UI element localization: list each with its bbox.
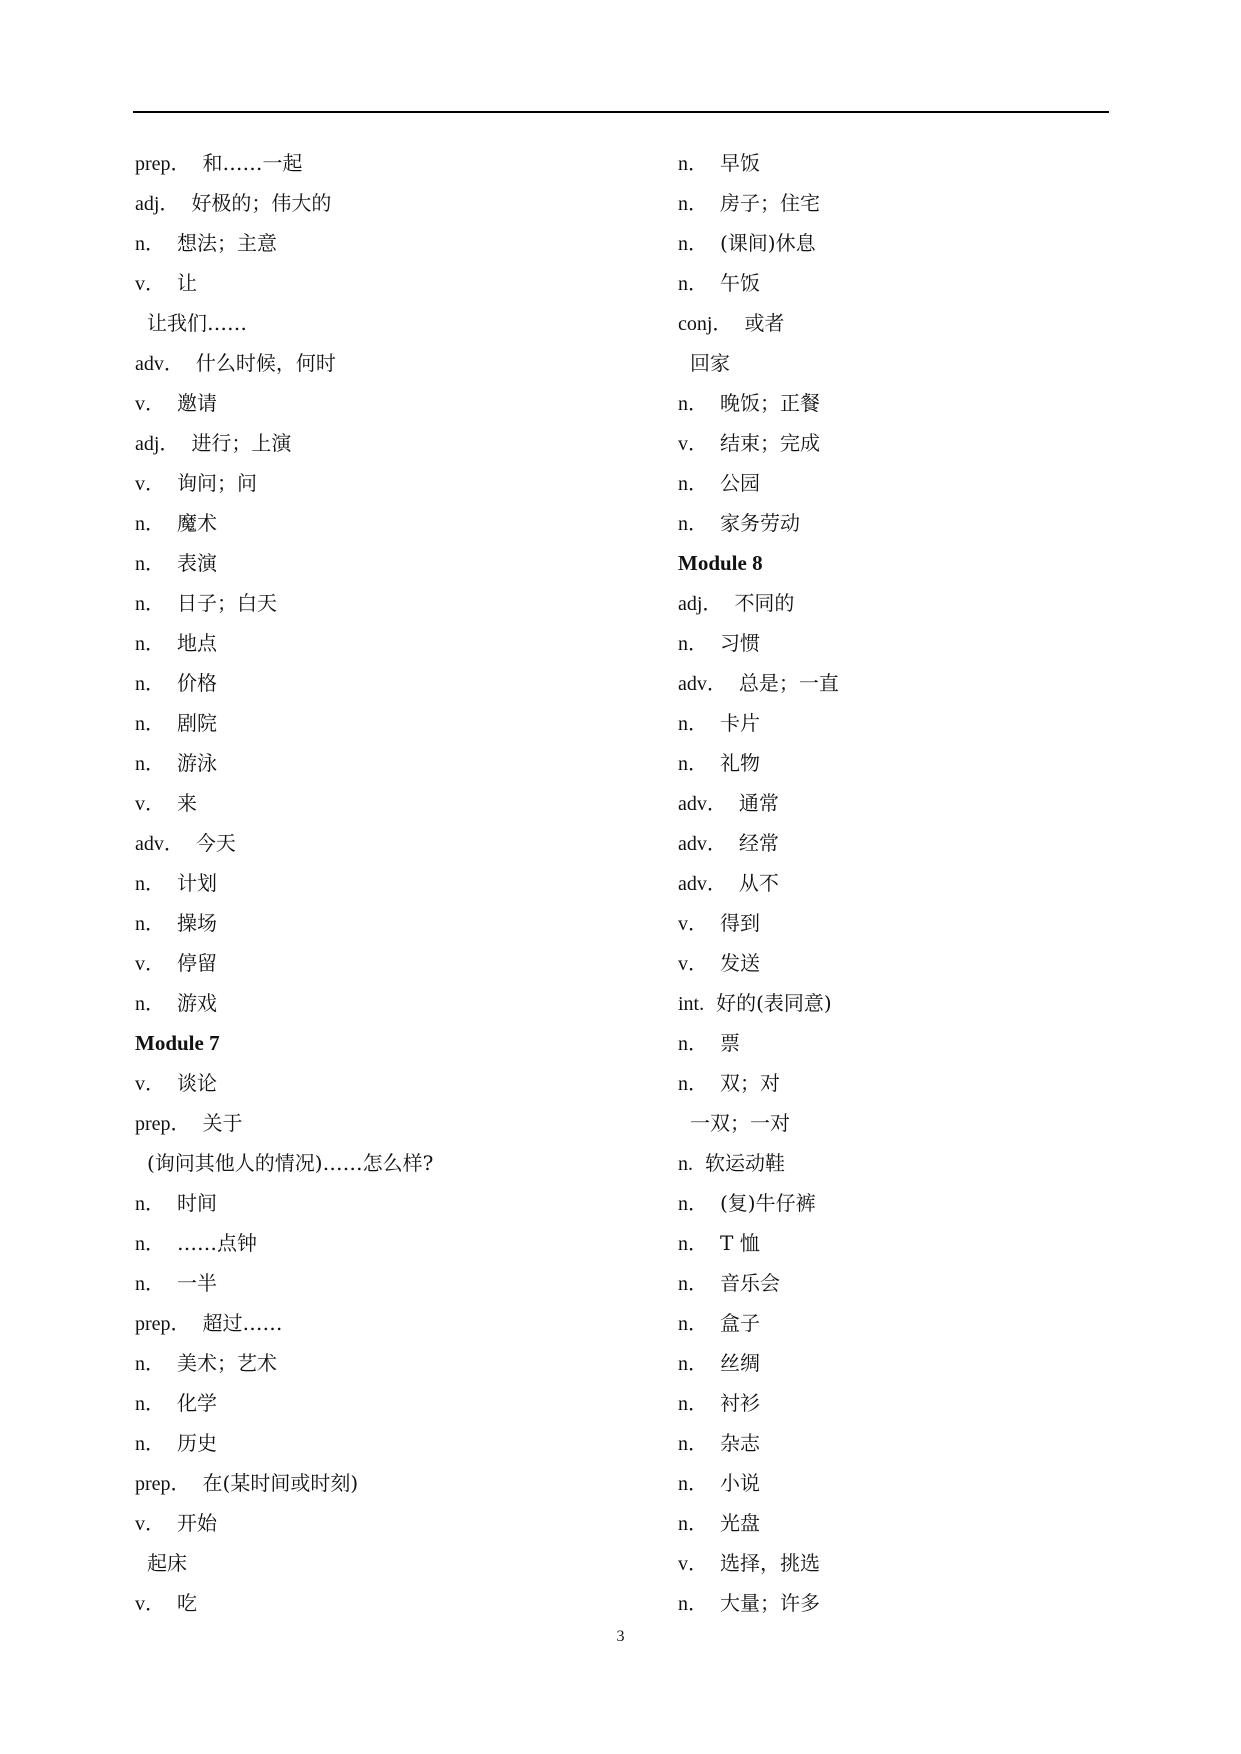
vocab-entry bbox=[135, 1383, 655, 1423]
part-of-speech: n． bbox=[135, 1193, 165, 1215]
part-of-speech: n． bbox=[135, 873, 165, 895]
meaning: 盒子 bbox=[720, 1311, 760, 1335]
meaning: 光盘 bbox=[720, 1511, 760, 1535]
part-of-speech: v． bbox=[678, 1553, 708, 1575]
meaning: (询问其他人的情况)……怎么样? bbox=[147, 1151, 434, 1175]
part-of-speech: v． bbox=[135, 473, 165, 495]
part-of-speech: n． bbox=[678, 273, 708, 295]
meaning: 卡片 bbox=[720, 711, 760, 735]
vocab-entry bbox=[678, 663, 1198, 703]
vocab-entry bbox=[678, 1263, 1198, 1303]
vocab-entry bbox=[678, 463, 1198, 503]
meaning: 或者 bbox=[744, 311, 785, 335]
meaning: 日子；白天 bbox=[177, 591, 277, 615]
vocab-entry bbox=[678, 1063, 1198, 1103]
part-of-speech: v． bbox=[135, 793, 165, 815]
part-of-speech: n． bbox=[135, 1393, 165, 1415]
vocab-entry bbox=[135, 863, 655, 903]
vocab-entry bbox=[678, 783, 1198, 823]
meaning: 谈论 bbox=[177, 1071, 217, 1095]
meaning: 通常 bbox=[738, 791, 779, 815]
meaning: 历史 bbox=[177, 1431, 217, 1455]
meaning: 起床 bbox=[147, 1551, 187, 1575]
vocab-entry bbox=[678, 1303, 1198, 1343]
meaning: (复)牛仔裤 bbox=[720, 1191, 816, 1215]
vocab-entry bbox=[135, 903, 655, 943]
meaning: 一半 bbox=[177, 1271, 217, 1295]
vocab-entry bbox=[135, 783, 655, 823]
vocab-entry bbox=[135, 1463, 655, 1503]
part-of-speech: v． bbox=[135, 1593, 165, 1615]
vocab-entry bbox=[678, 863, 1198, 903]
part-of-speech: v． bbox=[135, 273, 165, 295]
part-of-speech: n． bbox=[678, 1593, 708, 1615]
part-of-speech: v． bbox=[135, 393, 165, 415]
part-of-speech: v． bbox=[135, 953, 165, 975]
meaning: 进行；上演 bbox=[191, 431, 292, 455]
meaning: 发送 bbox=[720, 951, 760, 975]
page-number: 3 bbox=[616, 1628, 625, 1645]
meaning: 化学 bbox=[177, 1391, 217, 1415]
part-of-speech: n． bbox=[678, 633, 708, 655]
vocab-entry bbox=[135, 343, 655, 383]
vocab-entry bbox=[135, 663, 655, 703]
meaning: 表演 bbox=[177, 551, 217, 575]
meaning: 关于 bbox=[202, 1111, 243, 1135]
part-of-speech: n． bbox=[678, 1073, 708, 1095]
meaning: 总是；一直 bbox=[738, 671, 839, 695]
vocab-entry bbox=[678, 1583, 1198, 1623]
part-of-speech: n． bbox=[135, 713, 165, 735]
vocab-entry bbox=[135, 1583, 655, 1623]
vocab-entry bbox=[678, 303, 1198, 343]
part-of-speech: n． bbox=[678, 1353, 708, 1375]
meaning: 时间 bbox=[177, 1191, 217, 1215]
meaning: 回家 bbox=[690, 351, 730, 375]
meaning: 不同的 bbox=[734, 591, 795, 615]
part-of-speech: n． bbox=[678, 193, 708, 215]
vocab-entry bbox=[678, 1383, 1198, 1423]
part-of-speech: v． bbox=[678, 953, 708, 975]
part-of-speech: n． bbox=[135, 1433, 165, 1455]
vocabulary-column-left bbox=[135, 143, 655, 1623]
vocab-entry bbox=[135, 1543, 655, 1583]
meaning: 一双；一对 bbox=[690, 1111, 790, 1135]
meaning: ……点钟 bbox=[177, 1231, 257, 1255]
vocab-entry bbox=[135, 583, 655, 623]
part-of-speech: prep． bbox=[135, 1473, 191, 1495]
part-of-speech: n． bbox=[135, 593, 165, 615]
meaning: 得到 bbox=[720, 911, 760, 935]
part-of-speech: n． bbox=[678, 1393, 708, 1415]
vocab-entry bbox=[135, 1263, 655, 1303]
part-of-speech: n． bbox=[135, 1233, 165, 1255]
meaning: 家务劳动 bbox=[720, 511, 800, 535]
part-of-speech: n． bbox=[678, 1233, 708, 1255]
meaning: 经常 bbox=[738, 831, 779, 855]
meaning: 和……一起 bbox=[202, 151, 303, 175]
vocab-entry bbox=[135, 263, 655, 303]
vocab-entry bbox=[135, 223, 655, 263]
vocab-entry bbox=[678, 223, 1198, 263]
part-of-speech: adv． bbox=[678, 673, 727, 695]
part-of-speech: n． bbox=[678, 1473, 708, 1495]
part-of-speech: n． bbox=[135, 913, 165, 935]
part-of-speech: n． bbox=[678, 513, 708, 535]
vocab-entry bbox=[135, 1063, 655, 1103]
vocab-entry bbox=[678, 703, 1198, 743]
meaning: 价格 bbox=[177, 671, 217, 695]
meaning: 票 bbox=[720, 1031, 740, 1055]
vocab-entry bbox=[678, 743, 1198, 783]
meaning: 开始 bbox=[177, 1511, 217, 1535]
vocab-entry bbox=[678, 503, 1198, 543]
part-of-speech: v． bbox=[678, 913, 708, 935]
vocab-entry bbox=[678, 623, 1198, 663]
part-of-speech: n． bbox=[678, 1433, 708, 1455]
vocab-entry bbox=[135, 303, 655, 343]
part-of-speech: n． bbox=[135, 633, 165, 655]
meaning: (课间)休息 bbox=[720, 231, 816, 255]
meaning: 从不 bbox=[738, 871, 779, 895]
vocab-entry bbox=[135, 1503, 655, 1543]
meaning: 询问；问 bbox=[177, 471, 257, 495]
meaning: 习惯 bbox=[720, 631, 760, 655]
meaning: 吃 bbox=[177, 1591, 197, 1615]
part-of-speech: adv． bbox=[135, 833, 184, 855]
vocab-entry bbox=[678, 583, 1198, 623]
part-of-speech: n． bbox=[678, 753, 708, 775]
part-of-speech: v． bbox=[135, 1073, 165, 1095]
meaning: 大量；许多 bbox=[720, 1591, 820, 1615]
vocab-entry bbox=[678, 1423, 1198, 1463]
meaning: 礼物 bbox=[720, 751, 760, 775]
vocab-entry bbox=[678, 1343, 1198, 1383]
meaning: T 恤 bbox=[720, 1231, 760, 1255]
vocab-entry bbox=[678, 1223, 1198, 1263]
part-of-speech: n． bbox=[678, 1513, 708, 1535]
part-of-speech: n． bbox=[678, 153, 708, 175]
part-of-speech: prep． bbox=[135, 153, 191, 175]
vocab-entry bbox=[678, 943, 1198, 983]
part-of-speech: adj． bbox=[135, 193, 180, 215]
vocab-entry bbox=[678, 1183, 1198, 1223]
meaning: 丝绸 bbox=[720, 1351, 760, 1375]
vocab-entry bbox=[678, 1463, 1198, 1503]
vocab-entry bbox=[678, 383, 1198, 423]
meaning: 操场 bbox=[177, 911, 217, 935]
vocab-entry bbox=[135, 743, 655, 783]
vocab-entry bbox=[135, 543, 655, 583]
vocab-entry bbox=[678, 1023, 1198, 1063]
part-of-speech: adj． bbox=[135, 433, 180, 455]
part-of-speech: n． bbox=[678, 473, 708, 495]
part-of-speech: n． bbox=[135, 993, 165, 1015]
meaning: 房子；住宅 bbox=[720, 191, 820, 215]
vocab-entry bbox=[135, 1143, 655, 1183]
part-of-speech: adj． bbox=[678, 593, 723, 615]
vocab-entry bbox=[135, 943, 655, 983]
meaning: 在(某时间或时刻) bbox=[202, 1471, 359, 1495]
vocab-entry bbox=[135, 703, 655, 743]
module-heading: Module 8 bbox=[678, 551, 763, 575]
part-of-speech: n． bbox=[678, 1193, 708, 1215]
meaning: 小说 bbox=[720, 1471, 760, 1495]
vocab-entry bbox=[678, 823, 1198, 863]
vocab-entry bbox=[135, 1423, 655, 1463]
meaning: 衬衫 bbox=[720, 1391, 760, 1415]
part-of-speech: n． bbox=[135, 233, 165, 255]
meaning: 好的(表同意) bbox=[716, 991, 832, 1015]
part-of-speech: n. bbox=[678, 1153, 693, 1175]
part-of-speech: adv． bbox=[678, 873, 727, 895]
part-of-speech: int. bbox=[678, 993, 705, 1015]
module-heading: Module 7 bbox=[135, 1031, 220, 1055]
meaning: 让 bbox=[177, 271, 197, 295]
vocab-entry bbox=[135, 463, 655, 503]
meaning: 地点 bbox=[177, 631, 217, 655]
vocab-entry bbox=[678, 343, 1198, 383]
meaning: 今天 bbox=[195, 831, 236, 855]
part-of-speech: prep． bbox=[135, 1313, 191, 1335]
header-rule bbox=[133, 111, 1109, 113]
vocab-entry bbox=[135, 1103, 655, 1143]
vocab-entry bbox=[678, 1503, 1198, 1543]
meaning: 选择，挑选 bbox=[720, 1551, 820, 1575]
vocab-entry bbox=[678, 263, 1198, 303]
meaning: 双；对 bbox=[720, 1071, 780, 1095]
part-of-speech: n． bbox=[678, 1033, 708, 1055]
vocab-entry bbox=[678, 143, 1198, 183]
meaning: 音乐会 bbox=[720, 1271, 780, 1295]
vocab-entry bbox=[135, 983, 655, 1023]
vocab-entry bbox=[135, 183, 655, 223]
vocab-entry bbox=[135, 383, 655, 423]
part-of-speech: n． bbox=[135, 753, 165, 775]
vocab-entry bbox=[135, 1183, 655, 1223]
meaning: 公园 bbox=[720, 471, 760, 495]
vocab-entry bbox=[135, 423, 655, 463]
meaning: 剧院 bbox=[177, 711, 217, 735]
part-of-speech: adv． bbox=[678, 833, 727, 855]
meaning: 早饭 bbox=[720, 151, 760, 175]
meaning: 晚饭；正餐 bbox=[720, 391, 820, 415]
part-of-speech: n． bbox=[135, 1273, 165, 1295]
vocab-entry bbox=[678, 1543, 1198, 1583]
vocab-entry bbox=[678, 983, 1198, 1023]
meaning: 杂志 bbox=[720, 1431, 760, 1455]
meaning: 计划 bbox=[177, 871, 217, 895]
meaning: 结束；完成 bbox=[720, 431, 820, 455]
part-of-speech: n． bbox=[678, 393, 708, 415]
part-of-speech: v． bbox=[678, 433, 708, 455]
part-of-speech: n． bbox=[678, 1273, 708, 1295]
meaning: 超过…… bbox=[202, 1311, 283, 1335]
part-of-speech: adv． bbox=[678, 793, 727, 815]
vocab-entry bbox=[678, 903, 1198, 943]
meaning: 停留 bbox=[177, 951, 217, 975]
part-of-speech: n． bbox=[678, 233, 708, 255]
meaning: 来 bbox=[177, 791, 197, 815]
vocab-entry bbox=[135, 1343, 655, 1383]
meaning: 好极的；伟大的 bbox=[191, 191, 332, 215]
vocab-entry bbox=[135, 503, 655, 543]
part-of-speech: n． bbox=[135, 513, 165, 535]
vocab-entry bbox=[135, 823, 655, 863]
meaning: 让我们…… bbox=[147, 311, 247, 335]
meaning: 魔术 bbox=[177, 511, 217, 535]
meaning: 游泳 bbox=[177, 751, 217, 775]
part-of-speech: n． bbox=[135, 1353, 165, 1375]
part-of-speech: n． bbox=[135, 673, 165, 695]
vocab-entry bbox=[135, 1223, 655, 1263]
vocabulary-column-right bbox=[678, 143, 1198, 1623]
part-of-speech: v． bbox=[135, 1513, 165, 1535]
vocab-entry bbox=[135, 623, 655, 663]
part-of-speech: adv． bbox=[135, 353, 184, 375]
vocab-entry bbox=[678, 1103, 1198, 1143]
part-of-speech: n． bbox=[678, 713, 708, 735]
part-of-speech: n． bbox=[135, 553, 165, 575]
meaning: 邀请 bbox=[177, 391, 217, 415]
meaning: 软运动鞋 bbox=[705, 1151, 785, 1175]
part-of-speech: conj． bbox=[678, 313, 733, 335]
vocab-entry bbox=[678, 1143, 1198, 1183]
vocab-entry bbox=[135, 1303, 655, 1343]
meaning: 什么时候，何时 bbox=[195, 351, 336, 375]
part-of-speech: prep． bbox=[135, 1113, 191, 1135]
vocab-entry bbox=[678, 183, 1198, 223]
meaning: 美术；艺术 bbox=[177, 1351, 277, 1375]
meaning: 游戏 bbox=[177, 991, 217, 1015]
meaning: 想法；主意 bbox=[177, 231, 277, 255]
meaning: 午饭 bbox=[720, 271, 760, 295]
vocab-entry bbox=[135, 143, 655, 183]
vocab-entry bbox=[678, 423, 1198, 463]
part-of-speech: n． bbox=[678, 1313, 708, 1335]
